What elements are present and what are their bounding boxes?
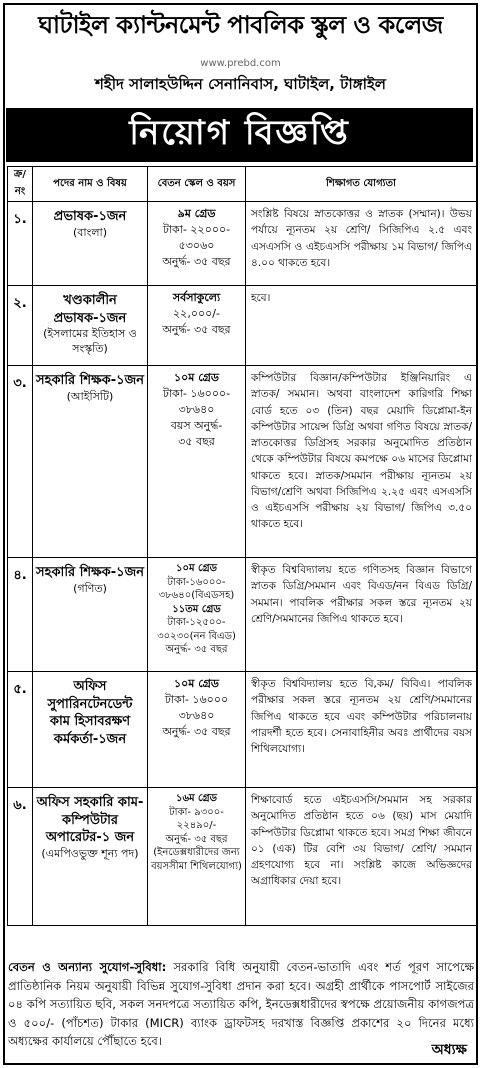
post-title: খণ্ডকালীন প্রভাষক-১জন <box>53 293 127 326</box>
table-row <box>8 366 477 558</box>
institution-address: শহীদ সালাহউদ্দিন সেনানিবাস, ঘাটাইল, টাঙ্গাইল <box>95 75 386 93</box>
pay-line: ১০ম গ্রেড <box>176 563 217 574</box>
qualification-cell: শিক্ষাবোর্ড হতে এইচএসসি/সমমান সহ সরকার অনুমোদিত প্রতিষ্ঠান হতে ০৬ (ছয়) মাস মেয়াদি কম্পিউটার ডিপ্লোমা থাকতে হবে। সমগ্র শিক্ষা জীবনে ০১ (এক) টির বেশি ৩য় বিভাগ/ শ্রেণি/ সমমান গ্রহণযোগ্য হবে না। সংশ্লিষ্ট কাজে অভিজ্ঞদের অগ্রাধিকার দেয়া হবে। <box>246 788 477 926</box>
post-subject: (ইসলামের ইতিহাস ও সংস্কৃতি) <box>43 327 137 355</box>
pay-line: ২২৪৯০/- <box>176 820 217 831</box>
pay-line: ১০ম গ্রেড <box>173 677 220 690</box>
watermark: www.prebd.com <box>200 58 281 69</box>
serial-cell: ৩. <box>8 366 33 558</box>
post-cell <box>33 558 148 672</box>
post-subject: (এমপিওভুক্ত শূন্য পদ) <box>41 846 139 860</box>
pay-line: বয়স অনুর্দ্ধ- <box>170 418 223 432</box>
post-subject: (গণিত) <box>73 581 107 595</box>
post-cell <box>33 202 148 286</box>
vacancy-table <box>7 166 477 926</box>
pay-line: টাকা- ১৬০০০- <box>162 386 231 400</box>
qualification-cell: স্বীকৃত বিশ্ববিদ্যালয় হতে গণিতসহ বিজ্ঞান বিভাগে স্নাতক ডিগ্রি/সমমান এবং বিএড/নন বিএড ডিগ্রি/ সমমান। পাবলিক পরীক্ষার সকল স্তরে ন্যূনতম ২য় শ্রেণি/সমমানের জিপিএ থাকতে হবে। <box>246 558 477 672</box>
header-qualification: শিক্ষাগত যোগ্যতা <box>246 167 477 202</box>
institution-name: ঘাটাইল ক্যান্টনমেন্ট পাবলিক স্কুল ও কলেজ <box>38 11 443 39</box>
post-cell <box>33 788 148 926</box>
pay-line: সর্বসাকুল্যে <box>172 291 221 304</box>
serial-cell: ৪. <box>8 558 33 672</box>
pay-line: ১১তম গ্রেড <box>172 603 221 615</box>
benefits-label: বেতন ও অন্যান্য সুযোগ-সুবিধা: <box>8 960 167 974</box>
pay-line: টাকা- ১৬০০০ <box>164 692 229 706</box>
serial-cell: ৬. <box>8 788 33 926</box>
signature: অধ্যক্ষ <box>431 1042 467 1058</box>
table-row <box>8 558 477 672</box>
pay-line: অনুর্দ্ধ- ৩৫ বছর <box>162 322 231 336</box>
serial-cell: ১. <box>8 202 33 286</box>
post-title: সহকারি শিক্ষক-১জন <box>36 373 144 388</box>
pay-line: ৩৫ বছর <box>178 434 215 448</box>
header-pay: বেতন স্কেল ও বয়স <box>148 167 246 202</box>
qualification-cell: কম্পিউটার বিজ্ঞান/কম্পিউটার ইঞ্জিনিয়ারিং এ স্নাতক/ সমমান। অথবা বাংলাদেশ কারিগরি শিক্ষা বোর্ড হতে ০৩ (তিন) বছর মেয়াদি ডিপ্লোমা-ইন কম্পিউটার সায়েন্স ডিগ্রি অথবা গণিত বিষয়ে স্নাতক/ স্নাতকোত্তর ডিগ্রিসহ সরকার অনুমোদিত প্রতিষ্ঠান থেকে কম্পিউটার বিষয়ে কমপক্ষে ০৬ মাসের ডিপ্লোমা থাকতে হবে। স্নাতক/সমমান পরীক্ষায় ন্যূনতম ২য় বিভাগ/শ্রেণি অথবা সিজিপিএ ২.২৫ এবং এসএসসি ও এইচএসসি পরীক্ষায় ২য় বিভাগ/ জিপিএ ৩.৫০ থাকতে হবে। <box>246 366 477 558</box>
pay-line: টাকা-১২৫০০- <box>167 617 226 628</box>
serial-cell: ২. <box>8 286 33 366</box>
pay-line: টাকা- ২২০০০- <box>162 222 231 236</box>
pay-cell <box>148 672 246 788</box>
pay-line: ১৬ম গ্রেড <box>176 793 217 804</box>
qualification-cell: হবে। <box>246 286 477 366</box>
post-title: সহকারি শিক্ষক-১জন <box>36 565 144 580</box>
table-header-row <box>8 167 477 202</box>
benefits-text: সরকারি বিধি অনুযায়ী বেতন-ভাতাদি এবং শর্ত পূরণ সাপেক্ষে প্রাতিষ্ঠানিক নিয়ম অনুযায়ী বিভিন্ন সুযোগ-সুবিধা প্রদান করা হবে। অগ্রহী প্রার্থীকে পাসপোর্ট সাইজের ০৪ কপি সত্যায়িত ছবি, সকল সনদপত্রে সত্যায়িত কপি, ইনডেক্সধারীদের স্বপক্ষে প্রয়োজনীয় কাগজপত্র ও ৫০০/- (পাঁচশত) টাকার (MICR) ব্যাংক ড্রাফটসহ দরখাস্ত বিজ্ঞপ্তি প্রকাশের ২০ দিনের মধ্যে অধ্যক্ষের কার্যালয়ে পৌঁছাতে হবে। <box>8 960 475 1049</box>
pay-line: ৩০২৩০(নন বিএড) <box>157 630 236 642</box>
benefits-paragraph <box>8 958 474 1051</box>
post-subject: (আইসিটি) <box>66 389 114 403</box>
pay-cell <box>148 202 246 286</box>
pay-cell <box>148 286 246 366</box>
pay-line: ২২,০০০/- <box>173 306 220 320</box>
serial-cell: ৫. <box>8 672 33 788</box>
post-cell <box>33 286 148 366</box>
table-row <box>8 672 477 788</box>
pay-line: টাকা-১৬০০০- <box>167 576 226 588</box>
pay-cell <box>148 366 246 558</box>
table-row <box>8 286 477 366</box>
post-cell <box>33 672 148 788</box>
qualification-cell: স্বীকৃত বিশ্ববিদ্যালয় হতে বি,কম/ বিবিএ। পাবলিক পরীক্ষার সকল স্তরে ন্যূনতম ২য় শ্রেণি/সমমানের জিপিএ থাকতে হবে এবং কম্পিউটার পরিচালনায় পারদর্শী হতে হবে। সেনাবাহিনীর অবঃ প্রার্থীদের বয়স শিথিলযোগ্য। <box>246 672 477 788</box>
pay-line: অনুর্দ্ধ- ৩৫ বছর <box>165 644 228 655</box>
pay-line: (ইনডেক্সধারীদের জন্য বয়সসীমা শিথিলযোগ্য) <box>151 847 242 872</box>
header-serial: ক্র/নং <box>8 167 33 202</box>
pay-line: অনুর্দ্ধ- ৩৫ বছর <box>162 724 231 738</box>
post-subject: (বাংলা) <box>72 225 108 239</box>
pay-line: অনুর্দ্ধ- ৩৫ বছর <box>162 254 231 268</box>
post-title: প্রভাষক-১জন <box>53 209 127 224</box>
pay-line: ৯ম গ্রেড <box>177 207 216 220</box>
post-title: অফিস সুপারিনটেনডেন্ট কাম হিসাবরক্ষণ কর্মকর্তা-১জন <box>47 679 133 747</box>
pay-line: ৫৩০৬০ <box>178 238 215 252</box>
post-cell <box>33 366 148 558</box>
pay-cell <box>148 558 246 672</box>
pay-line: ৩৮৬৪০ <box>178 402 215 416</box>
post-title: অফিস সহকারি কাম-কম্পিউটার অপারেটর-১ জন <box>36 795 144 846</box>
pay-line: ৩৮৬৪০ <box>178 708 215 722</box>
qualification-cell: সংশ্লিষ্ট বিষয়ে স্নাতকোত্তর ও স্নাতক (সম্মান)। উভয় পর্যায়ে ন্যূনতম ২য় শ্রেণি/ সিজিপিএ ২.৫ এবং এসএসসি ও এইচএসসি পরীক্ষায় ১ম বিভাগ/ জিপিএ ৪.০০ থাকতে হবে। <box>246 202 477 286</box>
table-row <box>8 202 477 286</box>
pay-line: ১০ম গ্রেড <box>173 371 220 384</box>
notice-banner: নিয়োগ বিজ্ঞপ্তি <box>6 108 473 162</box>
header-post: পদের নাম ও বিষয় <box>33 167 148 202</box>
table-row <box>8 788 477 926</box>
pay-line: ৩৮৬৪০(বিএডসহ) <box>158 590 235 601</box>
pay-line: অনুর্দ্ধ- ৩৫ বছর <box>165 833 228 845</box>
pay-line: টাকা- ৯৩০০- <box>169 806 224 818</box>
pay-cell <box>148 788 246 926</box>
